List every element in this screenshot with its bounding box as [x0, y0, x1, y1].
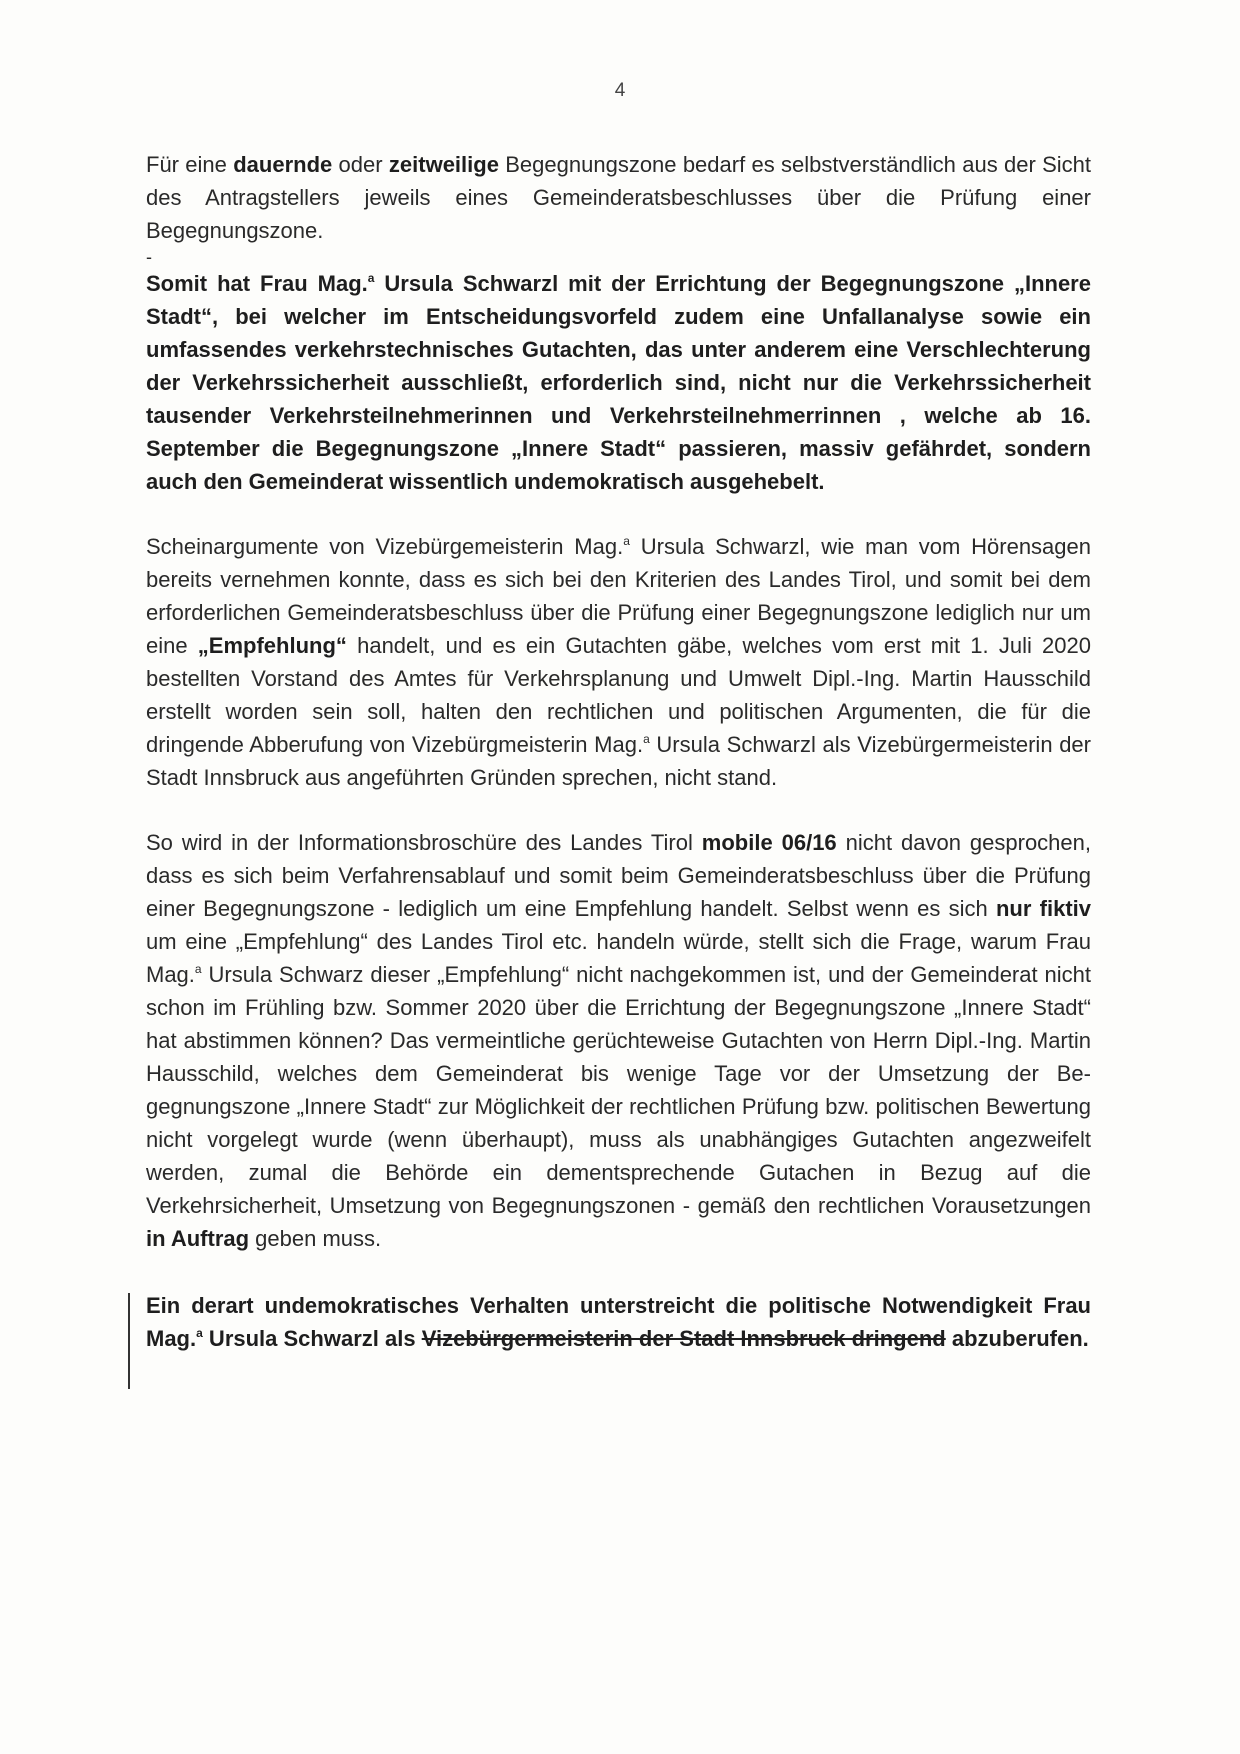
text-run: Ursula Schwarzl als — [202, 1326, 422, 1351]
bold-run: in Auftrag — [146, 1226, 250, 1251]
bold-run: „Empfehlung“ — [197, 633, 347, 658]
superscript: a — [643, 732, 650, 746]
text-run: nicht davon gesprochen, dass es sich beim Verfahrensablauf und somit beim Gemeinderatsbeschluss über die Prüfung einer Begegnungszone - lediglich um eine Empfehlung handelt. Selbst wenn es sich — [146, 830, 1092, 921]
text-run: Ursula Schwarz dieser „Empfehlung“ nicht nachgekommen ist, und der Gemeinderat nicht schon im Frühling bzw. Sommer 2020 über die Errichtung der Begegnungszone „Innere Stadt“ hat abstimmen können? Das vermeintliche gerüchteweise Gutachten von Herrn Dipl.-Ing. Martin Hausschild, welches dem Gemeinderat bis wenige Tage vor der Umsetzung der Begegnungszone „Innere Stadt“ zur Möglichkeit der rechtlichen Prüfung bzw. politischen Bewertung nicht vorgelegt wurde (wenn überhaupt), muss als unabhängiges Gutachten angezweifelt werden, zumal die Behörde ein dementsprechende Gutachen in Bezug auf die Verkehrsicherheit, Umsetzung von Begegnungszonen - gemäß den rechtlichen Vorausetzungen — [146, 962, 1091, 1218]
paragraph-3 — [146, 530, 1091, 794]
superscript: a — [623, 534, 630, 548]
superscript: a — [194, 962, 202, 976]
bold-run: dauernde — [233, 152, 333, 177]
text-run: Begegnungszone bedarf es selbstverständlich aus der Sicht des Antragstellers jeweils eines Gemeinderatsbeschlusses über die Prüfung einer Begegnungszone. — [146, 152, 1092, 243]
paragraph-5-conclusion — [146, 1289, 1091, 1355]
text-run: abzuberufen. — [945, 1326, 1089, 1351]
text-run: um eine „Empfehlung“ des Landes Tirol etc. handeln würde, stellt sich die Frage, warum Frau Mag. — [146, 929, 1091, 987]
text-run: Ursula Schwarzl als Vizebürgermeisterin der Stadt Innsbruck aus angeführten Gründen sprechen, nicht stand. — [146, 732, 1091, 790]
superscript: a — [367, 271, 375, 285]
paragraph-1 — [146, 148, 1091, 247]
text-run: So wird in der Informationsbroschüre des Landes Tirol — [146, 830, 702, 855]
text-run: Ursula Schwarzl, wie man vom Hörensagen bereits vernehmen konnte, dass es sich bei den Kriterien des Landes Tirol, und somit bei dem erforderlichen Gemeinderatsbeschluss über die Prüfung einer Begegnungszone lediglich nur um eine — [146, 534, 1092, 658]
text-run: Ein derart undemokratisches Verhalten unterstreicht die politische Notwendigkeit Frau Mag. — [146, 1293, 1091, 1351]
dash-marker: - — [146, 247, 152, 267]
page-number: 4 — [614, 80, 626, 101]
paragraph-4 — [146, 826, 1091, 1255]
text-run: Scheinargumente von Vizebürgemeisterin Mag. — [146, 534, 624, 559]
text-run: Für eine — [146, 152, 234, 177]
struck-through-text: Vizebürgermeisterin der Stadt Innsbruck dringend — [421, 1326, 946, 1351]
text-run: geben muss. — [249, 1226, 382, 1251]
text-run: oder — [332, 152, 389, 177]
superscript: a — [196, 1326, 203, 1340]
bold-run: nur fiktiv — [995, 896, 1091, 921]
text-run: handelt, und es ein Gutachten gäbe, welches vom erst mit 1. Juli 2020 bestellten Vorstand des Amtes für Verkehrsplanung und Umwelt Dipl.-Ing. Martin Hausschild erstellt worden sein soll, halten den rechtlichen und politischen Argumenten, die für die dringende Abberufung von Vizebürgmeisterin Mag. — [146, 633, 1091, 757]
margin-change-bar — [128, 1293, 130, 1389]
text-run: Ursula Schwarzl mit der Errichtung der Begegnungszone „Innere Stadt“, bei welcher im Entscheidungsvorfeld zudem eine Unfallanalyse sowie ein umfassendes verkehrstechnisches Gutachten, das unter anderem eine Verschlechterung der Verkehrssicherheit ausschließt, erforderlich sind, nicht nur die Verkehrssicherheit tausender Verkehrsteilnehmerinnen und Verkehrsteilnehmerrinnen , welche ab 16. September die Begegnungszone „Innere Stadt“ passieren, massiv gefährdet, sondern auch den Gemeinderat wissentlich undemokratisch ausgehebelt. — [146, 271, 1091, 494]
document-body — [146, 148, 1091, 1355]
bold-run: zeitweilige — [388, 152, 499, 177]
bold-run: mobile 06/16 — [701, 830, 837, 855]
text-run: Somit hat Frau Mag. — [146, 271, 368, 296]
paragraph-2-bold — [146, 267, 1091, 498]
